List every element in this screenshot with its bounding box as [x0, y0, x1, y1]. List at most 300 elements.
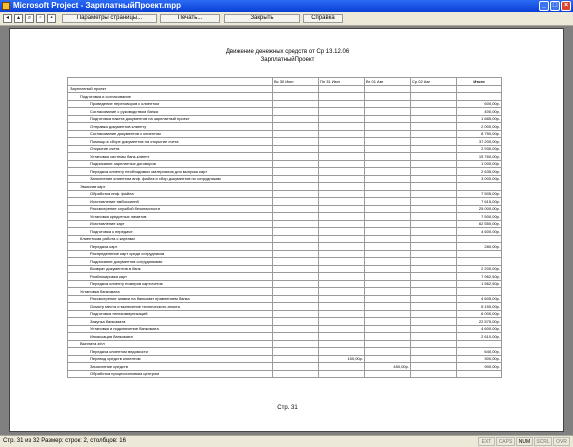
- table-row: [68, 153, 502, 161]
- table-row: [68, 318, 502, 326]
- task-name-cell: Помощь в сборе документов на открытие счета: [68, 138, 273, 146]
- table-row: [68, 93, 502, 101]
- cost-cell: [365, 310, 411, 318]
- total-cell: 4 600,00р.: [457, 325, 502, 333]
- cost-cell: [365, 205, 411, 213]
- cost-cell: [365, 168, 411, 176]
- column-header: [68, 78, 273, 86]
- cost-cell: [319, 258, 365, 266]
- cost-cell: [411, 235, 457, 243]
- task-name-cell: Проведение переговоров с клиентом: [68, 100, 273, 108]
- status-indicator: NUM: [516, 437, 533, 446]
- total-cell: 1 000,00р.: [457, 160, 502, 168]
- cost-cell: [319, 288, 365, 296]
- cost-cell: [365, 130, 411, 138]
- cost-cell: [319, 123, 365, 131]
- cost-cell: [273, 108, 319, 116]
- cost-cell: [365, 145, 411, 153]
- total-cell: [457, 370, 502, 378]
- task-name-cell: Разблокировка карт: [68, 273, 273, 281]
- cost-cell: [319, 138, 365, 146]
- report-title: Движение денежных средств от Ср 13.12.06: [225, 49, 350, 55]
- table-row: [68, 213, 502, 221]
- cost-cell: [319, 175, 365, 183]
- task-name-cell: Рассмотрение службой безопасности: [68, 205, 273, 213]
- cost-cell: [273, 130, 319, 138]
- total-cell: 1 685,00р.: [457, 115, 502, 123]
- cost-cell: [319, 100, 365, 108]
- cost-cell: [319, 333, 365, 341]
- cost-cell: [411, 153, 457, 161]
- cost-cell: [319, 295, 365, 303]
- total-cell: 4 600,00р.: [457, 228, 502, 236]
- status-indicator: CAPS: [496, 437, 515, 446]
- cost-cell: [411, 310, 457, 318]
- column-header: Итого: [457, 78, 502, 86]
- cost-cell: [273, 175, 319, 183]
- table-row: [68, 288, 502, 296]
- cost-cell: [319, 325, 365, 333]
- cost-cell: [411, 333, 457, 341]
- table-row: [68, 183, 502, 191]
- cost-cell: [411, 205, 457, 213]
- cost-cell: [411, 303, 457, 311]
- cost-cell: [273, 183, 319, 191]
- table-row: [68, 355, 502, 363]
- cost-cell: [365, 333, 411, 341]
- table-row: [68, 258, 502, 266]
- table-row: [68, 340, 502, 348]
- window-title: Microsoft Project - ЗарплатныйПроект.mpp: [13, 1, 181, 10]
- table-row: [68, 348, 502, 356]
- cost-cell: [319, 280, 365, 288]
- cost-cell: [319, 348, 365, 356]
- table-row: [68, 130, 502, 138]
- total-cell: 900,00р.: [457, 363, 502, 371]
- cost-cell: [411, 340, 457, 348]
- cost-cell: [365, 265, 411, 273]
- total-cell: 2 635,00р.: [457, 168, 502, 176]
- task-name-cell: Возврат документов в банк: [68, 265, 273, 273]
- total-cell: 300,00р.: [457, 355, 502, 363]
- cost-cell: [273, 123, 319, 131]
- task-name-cell: Передача клиентом ведомости: [68, 348, 273, 356]
- cost-cell: [365, 100, 411, 108]
- cost-cell: [273, 363, 319, 371]
- total-cell: [457, 340, 502, 348]
- task-name-cell: Клиентская работа с картами: [68, 235, 273, 243]
- table-row: [68, 123, 502, 131]
- cost-cell: [365, 190, 411, 198]
- cost-cell: [273, 115, 319, 123]
- cost-cell: [365, 183, 411, 191]
- total-cell: [457, 183, 502, 191]
- table-row: [68, 190, 502, 198]
- cost-cell: [319, 303, 365, 311]
- cost-cell: [273, 168, 319, 176]
- task-name-cell: Эмиссия карт: [68, 183, 273, 191]
- total-cell: [457, 235, 502, 243]
- cost-cell: [273, 303, 319, 311]
- cost-cell: [365, 85, 411, 93]
- cost-cell: [365, 160, 411, 168]
- task-name-cell: Инкассация банкомата: [68, 333, 273, 341]
- cost-cell: [319, 145, 365, 153]
- table-row: [68, 100, 502, 108]
- cost-cell: [273, 340, 319, 348]
- total-cell: [457, 288, 502, 296]
- task-name-cell: Установка системы банк-клиент: [68, 153, 273, 161]
- table-body: [68, 85, 502, 378]
- cost-cell: [319, 190, 365, 198]
- cost-cell: [365, 355, 411, 363]
- cost-cell: [319, 250, 365, 258]
- total-cell: 3 000,00р.: [457, 175, 502, 183]
- page-setup-button[interactable]: Параметры страницы...: [62, 14, 157, 23]
- cost-cell: [319, 198, 365, 206]
- cost-cell: [411, 123, 457, 131]
- cost-cell: [365, 370, 411, 378]
- cost-cell: [365, 228, 411, 236]
- cost-cell: [411, 220, 457, 228]
- cost-cell: [411, 138, 457, 146]
- task-name-cell: Закупка банкомата: [68, 318, 273, 326]
- cost-cell: [411, 100, 457, 108]
- task-name-cell: Согласование документов с клиентом: [68, 130, 273, 138]
- preview-workspace[interactable]: [0, 26, 573, 435]
- table-row: [68, 273, 502, 281]
- cost-cell: [365, 318, 411, 326]
- total-cell: 7 500,00р.: [457, 213, 502, 221]
- total-cell: [457, 250, 502, 258]
- column-header: Вт 01 Авг: [365, 78, 411, 86]
- cost-cell: [411, 273, 457, 281]
- task-name-cell: Подготовка пакета документов на зарплатный проект: [68, 115, 273, 123]
- cost-cell: [319, 265, 365, 273]
- status-text: Стр. 31 из 32 Размер: строк: 2, столбцов: 16: [3, 438, 126, 444]
- cost-cell: [365, 235, 411, 243]
- task-name-cell: Зачисление средств: [68, 363, 273, 371]
- table-row: [68, 280, 502, 288]
- cost-cell: [319, 205, 365, 213]
- close-window-button[interactable]: ×: [561, 1, 571, 11]
- cost-cell: [411, 108, 457, 116]
- table-row: [68, 235, 502, 243]
- cost-cell: [365, 198, 411, 206]
- column-header: Пн 31 Июл: [319, 78, 365, 86]
- page-first-icon[interactable]: ◂: [3, 14, 12, 23]
- total-cell: 2 930,00р.: [457, 145, 502, 153]
- cost-cell: [273, 138, 319, 146]
- table-row: [68, 228, 502, 236]
- total-cell: 2 610,00р.: [457, 333, 502, 341]
- cost-cell: [411, 85, 457, 93]
- minimize-button[interactable]: _: [539, 1, 549, 11]
- cost-cell: [411, 130, 457, 138]
- task-name-cell: Открытие счета: [68, 145, 273, 153]
- cost-cell: [273, 370, 319, 378]
- cost-cell: [319, 85, 365, 93]
- cost-cell: [411, 370, 457, 378]
- cost-cell: [319, 340, 365, 348]
- cost-cell: [319, 108, 365, 116]
- cost-cell: [319, 160, 365, 168]
- page-one-icon[interactable]: ▫: [36, 14, 45, 23]
- close-preview-button[interactable]: Закрыть: [224, 14, 300, 23]
- cost-cell: [365, 108, 411, 116]
- cost-cell: [319, 310, 365, 318]
- cost-cell: [273, 265, 319, 273]
- cost-cell: [319, 153, 365, 161]
- cost-cell: [365, 175, 411, 183]
- total-cell: 2 000,00р.: [457, 123, 502, 131]
- total-cell: 1 562,50р.: [457, 280, 502, 288]
- cost-cell: [273, 198, 319, 206]
- table-row: [68, 220, 502, 228]
- cost-cell: [365, 138, 411, 146]
- page-number: Стр. 31: [277, 405, 298, 411]
- table-row: [68, 295, 502, 303]
- task-name-cell: Обработка процессинговым центром: [68, 370, 273, 378]
- task-name-cell: Подписание зарплатных договоров: [68, 160, 273, 168]
- task-name-cell: Подготовка и согласование: [68, 93, 273, 101]
- cost-cell: [365, 258, 411, 266]
- cost-cell: [411, 213, 457, 221]
- cost-cell: [411, 243, 457, 251]
- task-name-cell: Передача карт: [68, 243, 273, 251]
- total-cell: 7 505,00р.: [457, 190, 502, 198]
- total-cell: 640,00р.: [457, 348, 502, 356]
- total-cell: 600,00р.: [457, 100, 502, 108]
- task-name-cell: Распределение карт среди сотрудников: [68, 250, 273, 258]
- cost-cell: [273, 220, 319, 228]
- cost-cell: [411, 265, 457, 273]
- cost-cell: [365, 243, 411, 251]
- status-bar: [0, 435, 573, 447]
- status-indicator: OVR: [553, 437, 570, 446]
- app-icon: [2, 2, 10, 10]
- cost-cell: [273, 333, 319, 341]
- cost-cell: [273, 100, 319, 108]
- cost-cell: [273, 348, 319, 356]
- total-cell: 2 200,00р.: [457, 265, 502, 273]
- task-name-cell: Отправка документов клиенту: [68, 123, 273, 131]
- task-name-cell: Изготовление карт: [68, 220, 273, 228]
- total-cell: 7 962,50р.: [457, 273, 502, 281]
- total-cell: 280,00р.: [457, 243, 502, 251]
- cost-cell: [411, 250, 457, 258]
- table-row: [68, 205, 502, 213]
- cost-cell: 450,00р.: [365, 363, 411, 371]
- cost-cell: [365, 153, 411, 161]
- cost-cell: [411, 325, 457, 333]
- cost-cell: [411, 295, 457, 303]
- cost-cell: [273, 205, 319, 213]
- status-indicator: EXT: [478, 437, 495, 446]
- print-button[interactable]: Печать...: [160, 14, 220, 23]
- task-name-cell: Установка кредитных лимитов: [68, 213, 273, 221]
- cost-cell: [365, 288, 411, 296]
- cost-cell: [273, 273, 319, 281]
- task-name-cell: Подготовка телекоммуникаций: [68, 310, 273, 318]
- table-row: [68, 250, 502, 258]
- report-subtitle: ЗарплатныйПроект: [260, 57, 315, 63]
- cost-cell: [411, 145, 457, 153]
- cost-cell: [319, 115, 365, 123]
- help-button[interactable]: Справка: [303, 14, 343, 23]
- column-header: Вс 30 Июл: [273, 78, 319, 86]
- cost-cell: [319, 213, 365, 221]
- task-name-cell: Согласование с руководством банка: [68, 108, 273, 116]
- task-name-cell: Осмотр места и вынесение технического апокта: [68, 303, 273, 311]
- cost-cell: [273, 280, 319, 288]
- cost-cell: [365, 220, 411, 228]
- cost-cell: [365, 93, 411, 101]
- title-bar: [0, 0, 573, 12]
- task-name-cell: Установка и подключение банкомата: [68, 325, 273, 333]
- table-row: [68, 168, 502, 176]
- total-cell: 8 750,00р.: [457, 130, 502, 138]
- table-header-row: [68, 78, 502, 86]
- page-multi-icon[interactable]: ▪: [47, 14, 56, 23]
- cost-cell: [411, 168, 457, 176]
- cost-cell: [273, 153, 319, 161]
- preview-toolbar: [0, 12, 573, 26]
- cost-cell: [411, 288, 457, 296]
- cost-cell: [411, 160, 457, 168]
- total-cell: [457, 258, 502, 266]
- task-name-cell: Передача клиенту номеров карточетов: [68, 280, 273, 288]
- table-row: [68, 310, 502, 318]
- cost-cell: [319, 243, 365, 251]
- cost-cell: [273, 325, 319, 333]
- task-name-cell: Подготовка к передаче: [68, 228, 273, 236]
- table-row: [68, 303, 502, 311]
- cost-cell: [273, 295, 319, 303]
- cost-cell: [319, 363, 365, 371]
- task-name-cell: Перевод средств клиентом: [68, 355, 273, 363]
- cost-cell: [273, 355, 319, 363]
- task-name-cell: Зарплатный проект: [68, 85, 273, 93]
- maximize-button[interactable]: □: [550, 1, 560, 11]
- cost-cell: [365, 123, 411, 131]
- table-row: [68, 145, 502, 153]
- table-row: [68, 160, 502, 168]
- cost-cell: [411, 280, 457, 288]
- table-row: [68, 175, 502, 183]
- total-cell: 400,00р.: [457, 108, 502, 116]
- cost-cell: [273, 235, 319, 243]
- cost-cell: [411, 93, 457, 101]
- cost-cell: [365, 340, 411, 348]
- table-row: [68, 85, 502, 93]
- task-name-cell: Изготовление эмбоссиннй: [68, 198, 273, 206]
- cost-cell: [365, 115, 411, 123]
- table-row: [68, 325, 502, 333]
- task-name-cell: Обработка инф. файла: [68, 190, 273, 198]
- cost-cell: [365, 250, 411, 258]
- total-cell: 5 150,00р.: [457, 303, 502, 311]
- total-cell: [457, 85, 502, 93]
- cost-cell: [411, 258, 457, 266]
- table-row: [68, 243, 502, 251]
- table-row: [68, 363, 502, 371]
- total-cell: [457, 93, 502, 101]
- cost-cell: [411, 115, 457, 123]
- task-name-cell: Подписание документов сотрудниками: [68, 258, 273, 266]
- cost-cell: [273, 310, 319, 318]
- table-row: [68, 198, 502, 206]
- cost-cell: [319, 220, 365, 228]
- cost-cell: [319, 130, 365, 138]
- cost-cell: [411, 190, 457, 198]
- table-row: [68, 108, 502, 116]
- cost-cell: [273, 213, 319, 221]
- cost-cell: [273, 145, 319, 153]
- cost-cell: [273, 318, 319, 326]
- task-name-cell: Передача клиенту необходимых материалов для выпуска карт: [68, 168, 273, 176]
- cost-cell: [319, 183, 365, 191]
- cost-cell: [411, 198, 457, 206]
- cost-cell: [273, 160, 319, 168]
- cost-cell: [319, 370, 365, 378]
- cashflow-table: [67, 77, 502, 378]
- total-cell: 15 760,00р.: [457, 153, 502, 161]
- task-name-cell: Рассмотрение заявки на банкомат правлением банка: [68, 295, 273, 303]
- cost-cell: [319, 235, 365, 243]
- table-row: [68, 115, 502, 123]
- total-cell: 6 000,00р.: [457, 310, 502, 318]
- column-header: Ср 02 Авг: [411, 78, 457, 86]
- cost-cell: [319, 318, 365, 326]
- task-name-cell: Заполнение клиентом инф. файла и сбор документов по сотрудникам: [68, 175, 273, 183]
- cost-cell: [319, 228, 365, 236]
- cost-cell: [273, 93, 319, 101]
- cost-cell: [273, 243, 319, 251]
- table-row: [68, 138, 502, 146]
- cost-cell: 150,00р.: [319, 355, 365, 363]
- cost-cell: [273, 250, 319, 258]
- print-page: [9, 28, 564, 432]
- cost-cell: [365, 325, 411, 333]
- total-cell: 4 605,00р.: [457, 295, 502, 303]
- cost-cell: [273, 228, 319, 236]
- cost-cell: [411, 318, 457, 326]
- zoom-icon[interactable]: ⌕: [25, 14, 34, 23]
- cost-cell: [273, 85, 319, 93]
- cost-cell: [365, 303, 411, 311]
- cost-cell: [411, 348, 457, 356]
- table-row: [68, 333, 502, 341]
- cost-cell: [319, 273, 365, 281]
- total-cell: 25 000,00р.: [457, 205, 502, 213]
- cost-cell: [411, 363, 457, 371]
- cost-cell: [411, 355, 457, 363]
- cost-cell: [411, 228, 457, 236]
- cost-cell: [273, 288, 319, 296]
- cost-cell: [319, 168, 365, 176]
- total-cell: 37 200,00р.: [457, 138, 502, 146]
- cost-cell: [273, 190, 319, 198]
- cost-cell: [365, 280, 411, 288]
- total-cell: 7 615,00р.: [457, 198, 502, 206]
- page-up-icon[interactable]: ▴: [14, 14, 23, 23]
- cost-cell: [273, 258, 319, 266]
- cost-cell: [365, 273, 411, 281]
- table-row: [68, 265, 502, 273]
- cost-cell: [365, 348, 411, 356]
- cost-cell: [411, 175, 457, 183]
